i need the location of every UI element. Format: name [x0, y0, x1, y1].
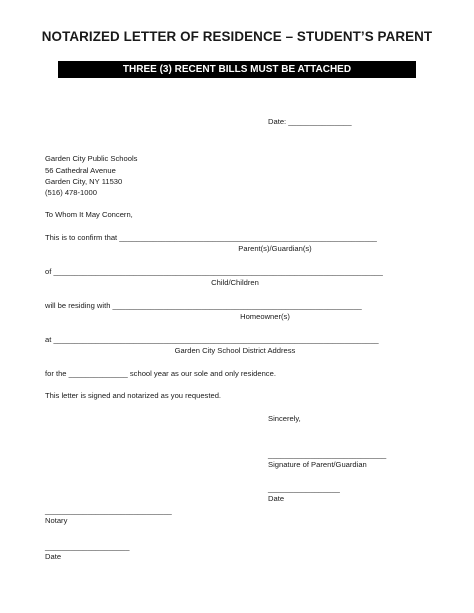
parent-date-line: _________________ — [268, 484, 340, 493]
page-title: NOTARIZED LETTER OF RESIDENCE – STUDENT’S PARENT — [41, 29, 433, 44]
address-line: at _____________________________________________________________________________ — [45, 335, 379, 344]
notary-date-line: ____________________ — [45, 542, 130, 551]
parent-date-label: Date — [268, 494, 285, 503]
salutation: To Whom It May Concern, — [45, 210, 133, 219]
notary-date-label: Date — [45, 552, 62, 561]
attachment-banner: THREE (3) RECENT BILLS MUST BE ATTACHED — [58, 61, 416, 78]
homeowner-label: Homeowner(s) — [240, 312, 290, 321]
date-field: Date: _______________ — [268, 117, 352, 126]
signature-line: ____________________________ — [268, 450, 387, 459]
recipient-street: 56 Cathedral Avenue — [45, 166, 116, 175]
school-year-line: for the ______________ school year as our sole and only residence. — [45, 369, 276, 378]
notarized-statement: This letter is signed and notarized as you requested. — [45, 391, 222, 400]
recipient-phone: (516) 478-1000 — [45, 188, 97, 197]
closing: Sincerely, — [268, 414, 301, 423]
district-address-label: Garden City School District Address — [174, 346, 296, 355]
notary-line: ______________________________ — [45, 506, 172, 515]
recipient-name: Garden City Public Schools — [45, 154, 138, 163]
residing-line: will be residing with ___________________________________________________________ — [45, 301, 362, 310]
parent-label: Parent(s)/Guardian(s) — [238, 244, 312, 253]
recipient-city: Garden City, NY 11530 — [45, 177, 123, 186]
confirm-line: This is to confirm that _____________________________________________________________ — [45, 233, 377, 242]
signature-label: Signature of Parent/Guardian — [268, 460, 367, 469]
child-label: Child/Children — [211, 278, 259, 287]
notary-label: Notary — [45, 516, 68, 525]
child-line: of ______________________________________________________________________________ — [45, 267, 383, 276]
